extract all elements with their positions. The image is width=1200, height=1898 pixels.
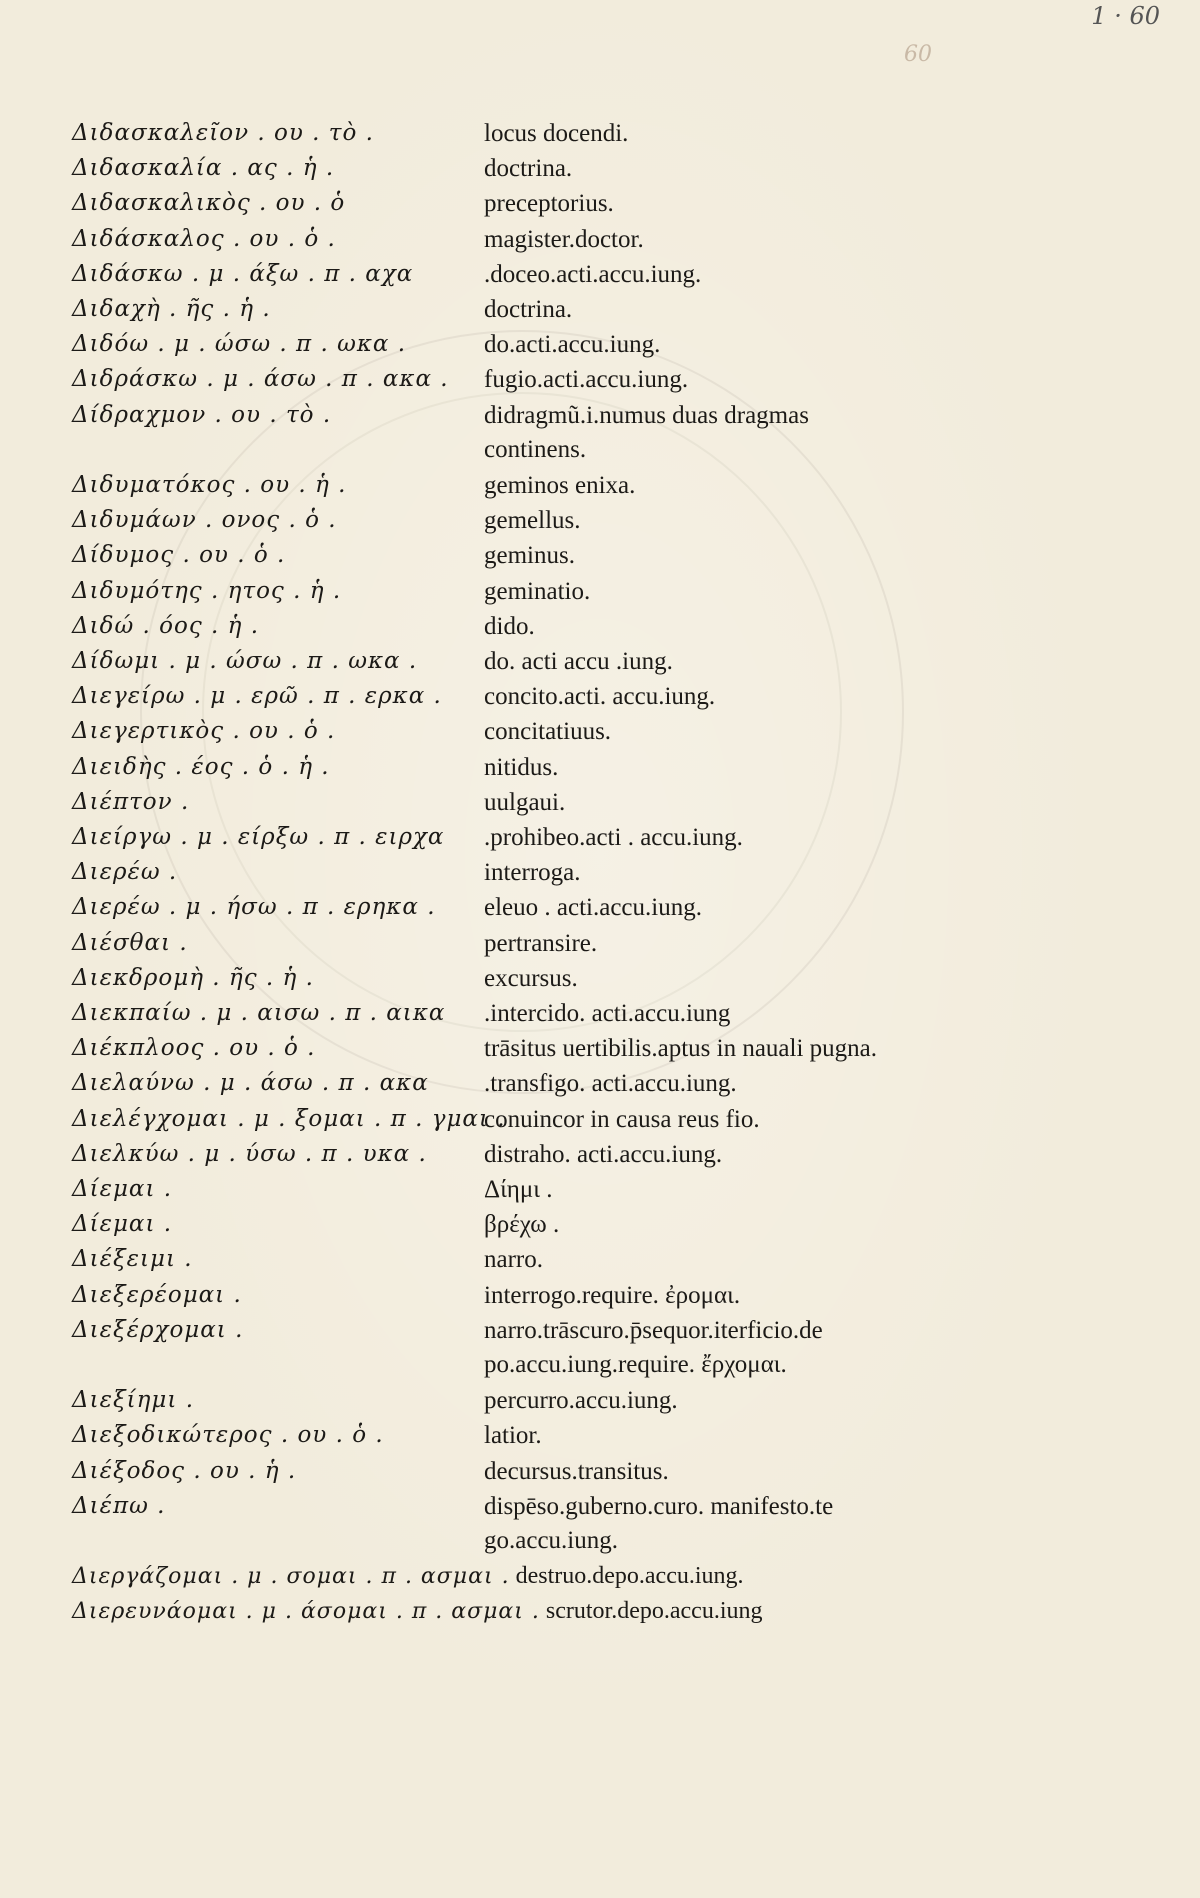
latin-gloss-text: concito.acti. accu.iung. [484,683,716,711]
latin-gloss [484,1282,740,1310]
latin-gloss-text: βρέχω . [484,1211,560,1239]
greek-headword: Διελαύνω . μ . άσω . π . ακα [72,1070,429,1097]
greek-headword: Διεξίημι . [72,1387,195,1414]
latin-gloss [484,754,558,782]
latin-gloss-text: .doceo.acti.accu.iung. [484,260,702,288]
latin-gloss [484,366,688,394]
latin-gloss-text: interrogo.require. ἐρομαι. [484,1281,741,1309]
latin-gloss [484,120,628,148]
greek-headword: Διεγερτικὸς . ου . ὁ . [72,718,336,745]
latin-gloss-text: preceptorius. [484,190,614,218]
greek-headword: Δίδραχμον . ου . τὸ . [72,401,332,428]
latin-gloss-text: dido. [484,612,535,640]
latin-gloss-text: eleuo . acti.accu.iung. [484,894,702,922]
latin-gloss [484,507,581,535]
greek-headword: Διδασκαλία . ας . ἡ . [72,155,335,182]
latin-gloss [484,789,565,817]
greek-headword: Διερέω . μ . ήσω . π . ερηκα . [72,894,436,921]
latin-gloss-text: gemellus. [484,507,581,535]
latin-gloss-continuation: go.accu.iung. [484,1526,618,1554]
greek-headword: Διδυμάων . ονος . ὁ . [72,507,337,534]
greek-headword: Διδάσκω . μ . άξω . π . αχα [72,260,414,287]
full-width-entry [72,1563,744,1590]
greek-headword: Διέξοδος . ου . ἡ . [72,1457,297,1484]
latin-gloss-text: narro. [484,1246,543,1274]
latin-gloss [484,1493,833,1555]
latin-gloss [484,226,644,254]
latin-gloss-text: decursus.transitus. [484,1457,669,1485]
greek-headword: Διδυμότης . ητος . ἡ . [72,577,342,604]
latin-gloss [484,824,743,852]
latin-gloss-continuation: continens. [484,435,587,463]
latin-gloss-continuation: po.accu.iung.require. ἔρχομαι. [484,1350,787,1378]
latin-gloss [484,1141,722,1169]
greek-headword: Διελκύω . μ . ύσω . π . υκα . [72,1140,427,1167]
latin-gloss: scrutor.depo.accu.iung [545,1598,763,1625]
latin-gloss [484,331,660,359]
corner-note: 1 · 60 [1091,2,1160,30]
folio-mark: 60 [904,42,932,67]
latin-gloss [484,683,715,711]
greek-headword: Διεκπαίω . μ . αισω . π . αικα [72,1000,446,1026]
latin-gloss [484,1458,669,1486]
greek-headword: Δίδωμι . μ . ώσω . π . ωκα . [72,648,418,674]
greek-headword: Διερευνάομαι . μ . άσομαι . π . ασμαι . [72,1599,540,1625]
latin-gloss [484,155,572,183]
latin-gloss [484,190,614,218]
latin-gloss-text: pertransire. [484,929,598,957]
greek-headword: Διδασκαλεῖον . ου . τὸ . [72,120,374,146]
latin-gloss [484,261,701,289]
greek-headword: Δίεμαι . [72,1176,173,1202]
latin-gloss-text: excursus. [484,964,578,992]
latin-gloss-text: geminatio. [484,577,591,605]
latin-gloss-text: .prohibeo.acti . accu.iung. [484,824,743,851]
latin-gloss [484,1035,877,1063]
latin-gloss: destruo.depo.accu.iung. [515,1563,744,1590]
greek-headword: Διέσθαι . [72,929,188,956]
greek-headword: Διελέγχομαι . μ . ξομαι . π . γμαι . [72,1105,506,1132]
greek-headword: Διδαχὴ . ῆς . ἡ . [72,296,271,322]
latin-gloss-text: narro.trāscuro.p̄sequor.iterficio.de [484,1316,823,1344]
latin-gloss [484,648,673,676]
greek-headword: Διέξειμι . [72,1246,193,1273]
greek-headword: Δίεμαι . [72,1211,173,1238]
latin-gloss [484,718,611,746]
greek-headword: Διεργάζομαι . μ . σομαι . π . ασμαι . [72,1564,510,1590]
latin-gloss [484,859,580,887]
latin-gloss [484,402,809,464]
latin-gloss-text: percurro.accu.iung. [484,1387,678,1415]
latin-gloss [484,296,572,324]
latin-gloss [484,1000,730,1028]
full-width-entry [72,1598,763,1625]
latin-gloss-text: distraho. acti.accu.iung. [484,1140,723,1168]
latin-gloss [484,613,535,641]
latin-gloss-text: conuincor in causa reus fio. [484,1105,760,1133]
greek-headword: Διδόω . μ . ώσω . π . ωκα . [72,331,407,358]
greek-headword: Διείργω . μ . είρξω . π . ειρχα [72,824,445,850]
latin-gloss-text: concitatiuus. [484,718,612,746]
latin-gloss [484,1422,542,1450]
latin-gloss-text: uulgaui. [484,788,566,816]
latin-gloss [484,1176,553,1204]
greek-headword: Διδάσκαλος . ου . ὁ . [72,225,336,252]
greek-headword: Διεγείρω . μ . ερῶ . π . ερκα . [72,683,442,710]
latin-gloss-text: .transfigo. acti.accu.iung. [484,1070,737,1098]
greek-headword: Διδώ . όος . ἡ . [72,612,260,639]
latin-gloss [484,1317,823,1379]
greek-headword: Διδυματόκος . ου . ἡ . [72,472,347,498]
latin-gloss [484,1387,678,1415]
greek-headword: Διέκπλοος . ου . ὁ . [72,1035,316,1062]
latin-gloss [484,578,590,606]
latin-gloss-text: trāsitus uertibilis.aptus in nauali pugna. [484,1035,877,1063]
greek-headword: Διερέω . [72,859,178,886]
latin-gloss-text: geminus. [484,542,575,570]
latin-gloss [484,930,597,958]
greek-headword: Διεξοδικώτερος . ου . ὁ . [72,1422,384,1449]
latin-gloss-text: dispēso.guberno.curo. manifesto.te [484,1492,834,1520]
greek-headword: Δίδυμος . ου . ὁ . [72,542,286,569]
latin-gloss-text: doctrina. [484,155,573,183]
latin-gloss-text: Δίημι . [484,1176,553,1203]
latin-gloss-text: locus docendi. [484,120,629,147]
latin-gloss-text: latior. [484,1422,542,1450]
greek-headword: Διεκδρομὴ . ῆς . ἡ . [72,964,314,991]
latin-gloss-text: geminos enixa. [484,472,636,499]
latin-gloss [484,894,702,922]
latin-gloss [484,472,635,500]
greek-headword: Διεξέρχομαι . [72,1316,244,1343]
latin-gloss-text: interroga. [484,859,581,887]
latin-gloss [484,542,575,570]
latin-gloss [484,1246,543,1274]
latin-gloss-text: fugio.acti.accu.iung. [484,366,689,394]
latin-gloss [484,1211,559,1239]
greek-headword: Διδράσκω . μ . άσω . π . ακα . [72,366,449,393]
latin-gloss-text: do. acti accu .iung. [484,648,673,675]
latin-gloss-text: doctrina. [484,296,573,323]
latin-gloss [484,1070,737,1098]
greek-headword: Διέπτον . [72,788,190,815]
greek-headword: Διεξερέομαι . [72,1281,242,1308]
greek-headword: Διδασκαλικὸς . ου . ὁ [72,190,346,217]
greek-headword: Διέπω . [72,1492,166,1519]
latin-gloss-text: nitidus. [484,753,559,781]
latin-gloss [484,1106,760,1134]
latin-gloss-text: .intercido. acti.accu.iung [484,1000,731,1027]
latin-gloss-text: do.acti.accu.iung. [484,331,661,359]
latin-gloss [484,965,578,993]
latin-gloss-text: didragmũ.i.numus duas dragmas [484,401,809,429]
greek-headword: Διειδὴς . έος . ὁ . ἡ . [72,753,330,780]
latin-gloss-text: magister.doctor. [484,225,644,253]
